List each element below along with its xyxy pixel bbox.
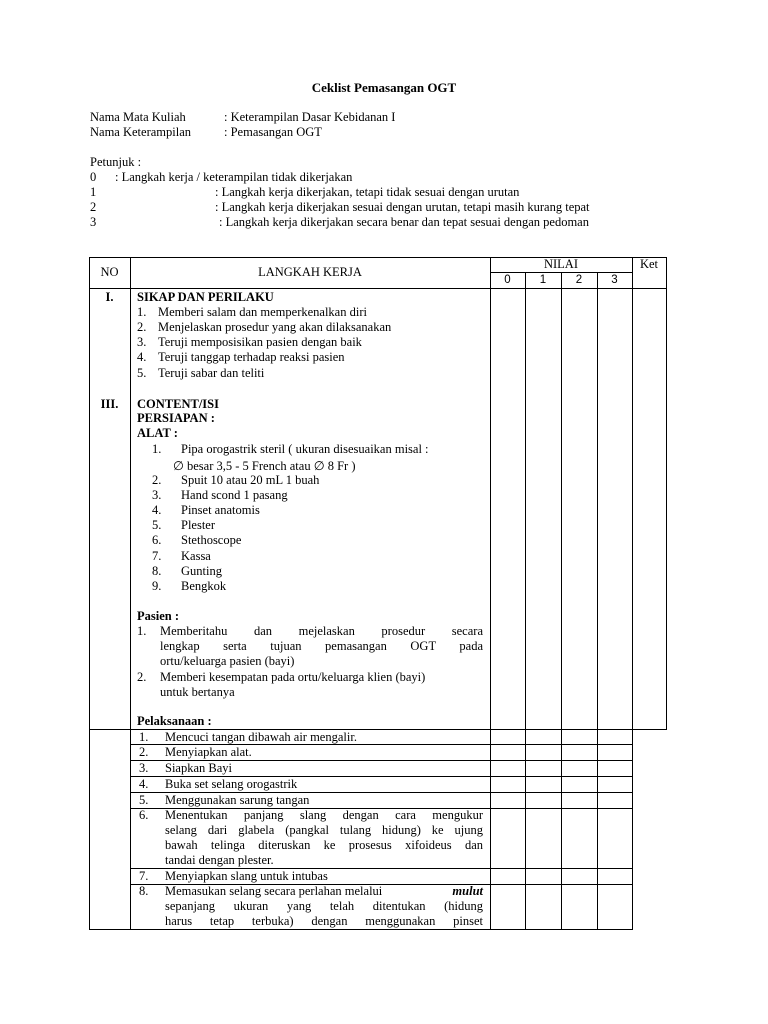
tool-1-line-1: Pipa orogastrik steril ( ukuran disesuaikan misal : — [181, 442, 429, 456]
row-text: Siapkan Bayi — [165, 761, 233, 775]
row-text: Menggunakan sarung tangan — [165, 793, 310, 807]
section-1-no: I. — [105, 290, 114, 304]
list-item-num: 8. — [152, 564, 162, 578]
list-item: Teruji sabar dan teliti — [158, 366, 265, 380]
list-item: Teruji memposisikan pasien dengan baik — [158, 335, 362, 349]
row-num: 8. — [139, 884, 149, 898]
instructions-heading: Petunjuk : — [90, 155, 142, 169]
tool-item: Gunting — [181, 564, 222, 578]
instruction-text-0: : Langkah kerja / keterampilan tidak dikerjakan — [115, 170, 353, 184]
patient-2-line-1: Memberi kesempatan pada ortu/keluarga klien (bayi) — [160, 670, 426, 684]
list-item-num: 1. — [152, 442, 162, 456]
row-text-line — [165, 884, 483, 899]
list-item-num: 3. — [152, 488, 162, 502]
row-num: 4. — [139, 777, 149, 791]
row-text: Buka set selang orogastrik — [165, 777, 298, 791]
row-num: 1. — [139, 730, 149, 744]
instruction-score-1: 1 — [90, 185, 97, 199]
patient-2-line-2: untuk bertanya — [160, 685, 235, 699]
tool-item: Spuit 10 atau 20 mL 1 buah — [181, 473, 320, 487]
row-text: Mencuci tangan dibawah air mengalir. — [165, 730, 357, 744]
tool-item: Bengkok — [181, 579, 227, 593]
instruction-score-2: 2 — [90, 200, 97, 214]
skill-label: Nama Keterampilan — [90, 125, 191, 139]
row-text: harus tetap terbuka) dengan menggunakan pinset — [165, 914, 483, 928]
row-text: Menyiapkan alat. — [165, 745, 252, 759]
course-label: Nama Mata Kuliah — [90, 110, 186, 124]
instruction-text-1: : Langkah kerja dikerjakan, tetapi tidak sesuai dengan urutan — [215, 185, 520, 199]
list-item: Teruji tanggap terhadap reaksi pasien — [158, 350, 345, 364]
row-num: 7. — [139, 869, 149, 883]
row-text: Menyiapkan slang untuk intubas — [165, 869, 328, 883]
header-no: NO — [100, 265, 119, 279]
tool-1-line-2: ∅ besar 3,5 - 5 French atau ∅ 8 Fr ) — [173, 459, 356, 473]
row-num: 2. — [139, 745, 149, 759]
list-item: Memberi salam dan memperkenalkan diri — [158, 305, 367, 319]
tool-item: Plester — [181, 518, 216, 532]
patient-1-line-1: Memberitahu dan mejelaskan prosedur secara — [160, 624, 483, 638]
prep-heading: PERSIAPAN : — [137, 411, 215, 425]
list-item-num: 7. — [152, 549, 162, 563]
row-num: 3. — [139, 761, 149, 775]
instruction-text-3: : Langkah kerja dikerjakan secara benar dan tepat sesuai dengan pedoman — [219, 215, 589, 229]
list-item-num: 4. — [137, 350, 147, 364]
section-3-title: CONTENT/ISI — [137, 397, 219, 411]
patient-heading: Pasien : — [137, 609, 180, 623]
row-num: 5. — [139, 793, 149, 807]
tool-item: Kassa — [181, 549, 211, 563]
row-text: Memasukan selang secara perlahan melalui — [165, 884, 383, 898]
list-item-num: 3. — [137, 335, 147, 349]
list-item-num: 4. — [152, 503, 162, 517]
header-score: NILAI — [543, 257, 578, 271]
score-col-0: 0 — [504, 274, 511, 286]
list-item-num: 9. — [152, 579, 162, 593]
row-num: 6. — [139, 808, 149, 822]
list-item-num: 2. — [137, 320, 147, 334]
row-text: Menentukan panjang slang dengan cara mengukur — [165, 808, 483, 822]
instruction-score-3: 3 — [90, 215, 97, 229]
tool-item: Pinset anatomis — [181, 503, 260, 517]
score-col-2: 2 — [575, 274, 583, 286]
instruction-text-2: : Langkah kerja dikerjakan sesuai dengan urutan, tetapi masih kurang tepat — [215, 200, 590, 214]
patient-1-line-2: lengkap serta tujuan pemasangan OGT pada — [160, 639, 483, 653]
row-text: tandai dengan plester. — [165, 853, 274, 867]
instruction-score-0: 0 — [90, 170, 97, 184]
list-item: Menjelaskan prosedur yang akan dilaksanakan — [158, 320, 392, 334]
list-item-num: 1. — [137, 624, 147, 638]
course-value: : Keterampilan Dasar Kebidanan I — [224, 110, 396, 124]
row-text: bawah telinga diteruskan ke prosesus xifoideus dan — [165, 838, 483, 852]
list-item-num: 5. — [152, 518, 162, 532]
list-item-num: 1. — [137, 305, 147, 319]
section-1-title: SIKAP DAN PERILAKU — [137, 290, 274, 304]
patient-1-line-3: ortu/keluarga pasien (bayi) — [160, 654, 295, 668]
execution-heading: Pelaksanaan : — [137, 714, 212, 728]
score-col-1: 1 — [539, 274, 547, 286]
skill-value: : Pemasangan OGT — [224, 125, 322, 139]
header-steps: LANGKAH KERJA — [258, 265, 362, 279]
score-col-3: 3 — [611, 274, 618, 286]
header-note: Ket — [639, 257, 659, 271]
list-item-num: 2. — [152, 473, 162, 487]
page-title: Ceklist Pemasangan OGT — [311, 80, 457, 95]
emphasis-text: mulut — [452, 884, 483, 898]
tools-heading: ALAT : — [137, 426, 178, 440]
section-3-no: III. — [100, 397, 119, 411]
list-item-num: 2. — [137, 670, 147, 684]
tool-item: Stethoscope — [181, 533, 242, 547]
list-item-num: 5. — [137, 366, 147, 380]
tool-item: Hand scond 1 pasang — [181, 488, 288, 502]
list-item-num: 6. — [152, 533, 162, 547]
row-text: sepanjang ukuran yang telah ditentukan (hidung — [165, 899, 483, 913]
row-text: selang dari glabela (pangkal tulang hidung) ke ujung — [165, 823, 483, 837]
